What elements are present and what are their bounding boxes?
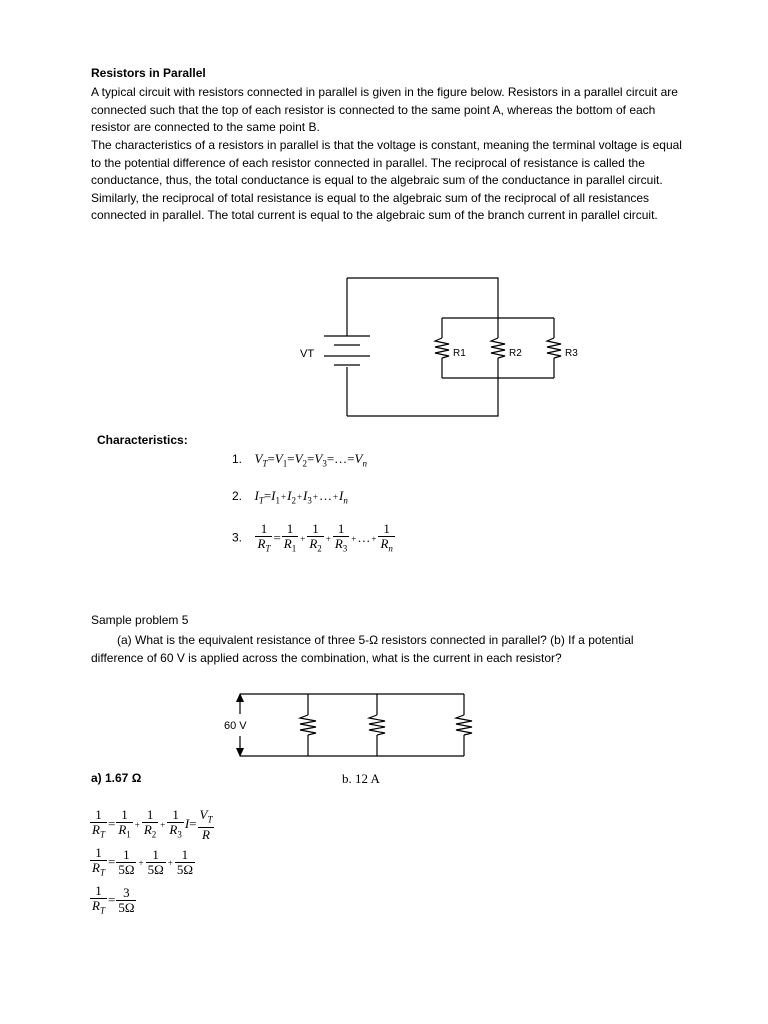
r2-label: R2 [509,348,522,359]
answer-a: a) 1.67 Ω [91,771,142,785]
resistor-r3-symbol [547,338,561,358]
r1-label: R1 [453,348,466,359]
resistor-r1-symbol [435,338,449,358]
answer-b: b. 12 A [342,771,380,786]
top-wire [347,278,498,318]
resistor-3-symbol [456,715,472,735]
resistance-equation: $\frac{1}{R_T}$ = $\frac{1}{R_1}$ + $\frac{1}{R_2}$ + $\frac{1}{R_3}$ +…+ $\frac{1}{R_n}$ [257,521,393,554]
voltage-label: 60 V [224,720,247,732]
question-line-2: difference of 60 V is applied across the combination, what is the current in each resistor? [91,651,562,665]
characteristics-heading: Characteristics: [97,433,188,447]
section-title: Resistors in Parallel [91,66,206,80]
voltage-equation: $V_T=V_1=V_2=V_3=\dots=V_n$ [254,451,367,469]
item-number: 3. [232,530,243,545]
solution-line-3: $\frac{1}{R_T}$ = $\frac{3}{5\Omega}$ [92,883,135,916]
source-label: VT [300,348,315,360]
r3-label: R3 [565,348,578,359]
resistor-r2-symbol [491,338,505,358]
solution-line-2: $\frac{1}{R_T}$ = $\frac{1}{5\Omega}$ + $\frac{1}{5\Omega}$ + $\frac{1}{5\Omega}$ [92,845,193,878]
sample-problem-text [91,631,681,667]
question-line-1: (a) What is the equivalent resistance of three 5-Ω resistors connected in parallel? (b) If a potential [117,633,634,647]
parallel-circuit-diagram [290,270,600,420]
item-number: 1. [232,452,243,466]
bottom-wire [347,378,498,416]
item-number: 2. [232,489,243,503]
resistor-1-symbol [300,715,316,735]
resistor-2-symbol [369,715,385,735]
characteristics-paragraph: The characteristics of a resistors in parallel is that the voltage is constant, meaning the terminal voltage is equal to the potential difference of each resistor connected in parallel. The reciprocal of resistance is called the conductance, thus, the total conductance is equal to the algebraic sum of the conductance in parallel circuit. Similarly, the reciprocal of total resistance is equal to the algebraic sum of the reciprocal of all resistances connected in parallel. The total current is equal to the algebraic sum of the branch current in parallel circuit. [91,138,682,222]
current-equation: $I_T=I_1+I_2+I_3+\dots+I_n$ [254,488,348,506]
characteristic-item-2 [232,487,348,506]
solution-line-1: $\frac{1}{R_T}$ = $\frac{1}{R_1}$ + $\frac{1}{R_2}$ + $\frac{1}{R_3}$ I= $\frac{V_T}{R}$ [92,807,213,842]
battery-symbol [324,336,370,365]
sample-problem-title: Sample problem 5 [91,613,189,627]
sample-circuit-diagram [220,688,480,768]
characteristic-item-3 [232,522,396,556]
characteristic-item-1 [232,450,367,469]
intro-paragraph: A typical circuit with resistors connected in parallel is given in the figure below. Resistors in a parallel circuit are connected such that the top of each resistor is connected to the same point A, whereas the bottom of each resistor are connected to the same point B. [91,85,678,134]
